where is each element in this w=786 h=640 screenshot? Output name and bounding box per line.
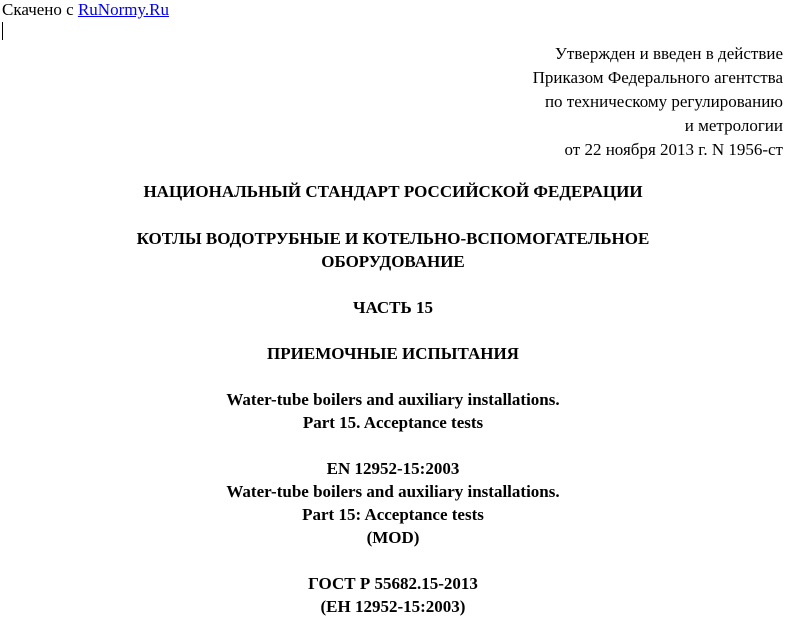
- source-prefix: Скачено с: [2, 0, 78, 19]
- standard-title: [0, 227, 786, 273]
- en-title-line-2: Part 15: Acceptance tests: [302, 505, 484, 524]
- gost-code: ГОСТ Р 55682.15-2013: [308, 574, 478, 593]
- standard-part: [0, 296, 786, 319]
- source-line: [2, 0, 169, 20]
- approval-line-3: по техническому регулированию: [544, 92, 783, 111]
- english-title: [0, 388, 786, 434]
- standard-part-text: ЧАСТЬ 15: [352, 298, 433, 317]
- approval-line-4: и метрологии: [684, 116, 783, 135]
- mod-label: (MOD): [366, 528, 420, 547]
- en-code: EN 12952-15:2003: [326, 459, 460, 478]
- text-cursor: [2, 22, 3, 40]
- standard-title-line-2: ОБОРУДОВАНИЕ: [321, 252, 465, 271]
- standard-title-line-1: КОТЛЫ ВОДОТРУБНЫЕ И КОТЕЛЬНО-ВСПОМОГАТЕЛЬНОЕ: [136, 229, 650, 248]
- standard-subtitle-text: ПРИЕМОЧНЫЕ ИСПЫТАНИЯ: [267, 344, 519, 363]
- eh-code: (ЕН 12952-15:2003): [320, 597, 466, 616]
- en-standard-block: [0, 457, 786, 549]
- approval-line-5: от 22 ноября 2013 г. N 1956-ст: [564, 140, 783, 159]
- gost-block: [0, 572, 786, 618]
- english-title-line-2: Part 15. Acceptance tests: [302, 413, 484, 432]
- source-link[interactable]: RuNormy.Ru: [77, 0, 169, 19]
- standard-subtitle: [0, 342, 786, 365]
- en-title-line-1: Water-tube boilers and auxiliary installations.: [226, 482, 560, 501]
- english-title-line-1: Water-tube boilers and auxiliary installations.: [226, 390, 560, 409]
- approval-line-2: Приказом Федерального агентства: [532, 68, 783, 87]
- standard-heading-text: НАЦИОНАЛЬНЫЙ СТАНДАРТ РОССИЙСКОЙ ФЕДЕРАЦИИ: [143, 182, 643, 201]
- standard-heading: [0, 180, 786, 203]
- approval-line-1: Утвержден и введен в действие: [554, 44, 783, 63]
- approval-block: [533, 42, 783, 162]
